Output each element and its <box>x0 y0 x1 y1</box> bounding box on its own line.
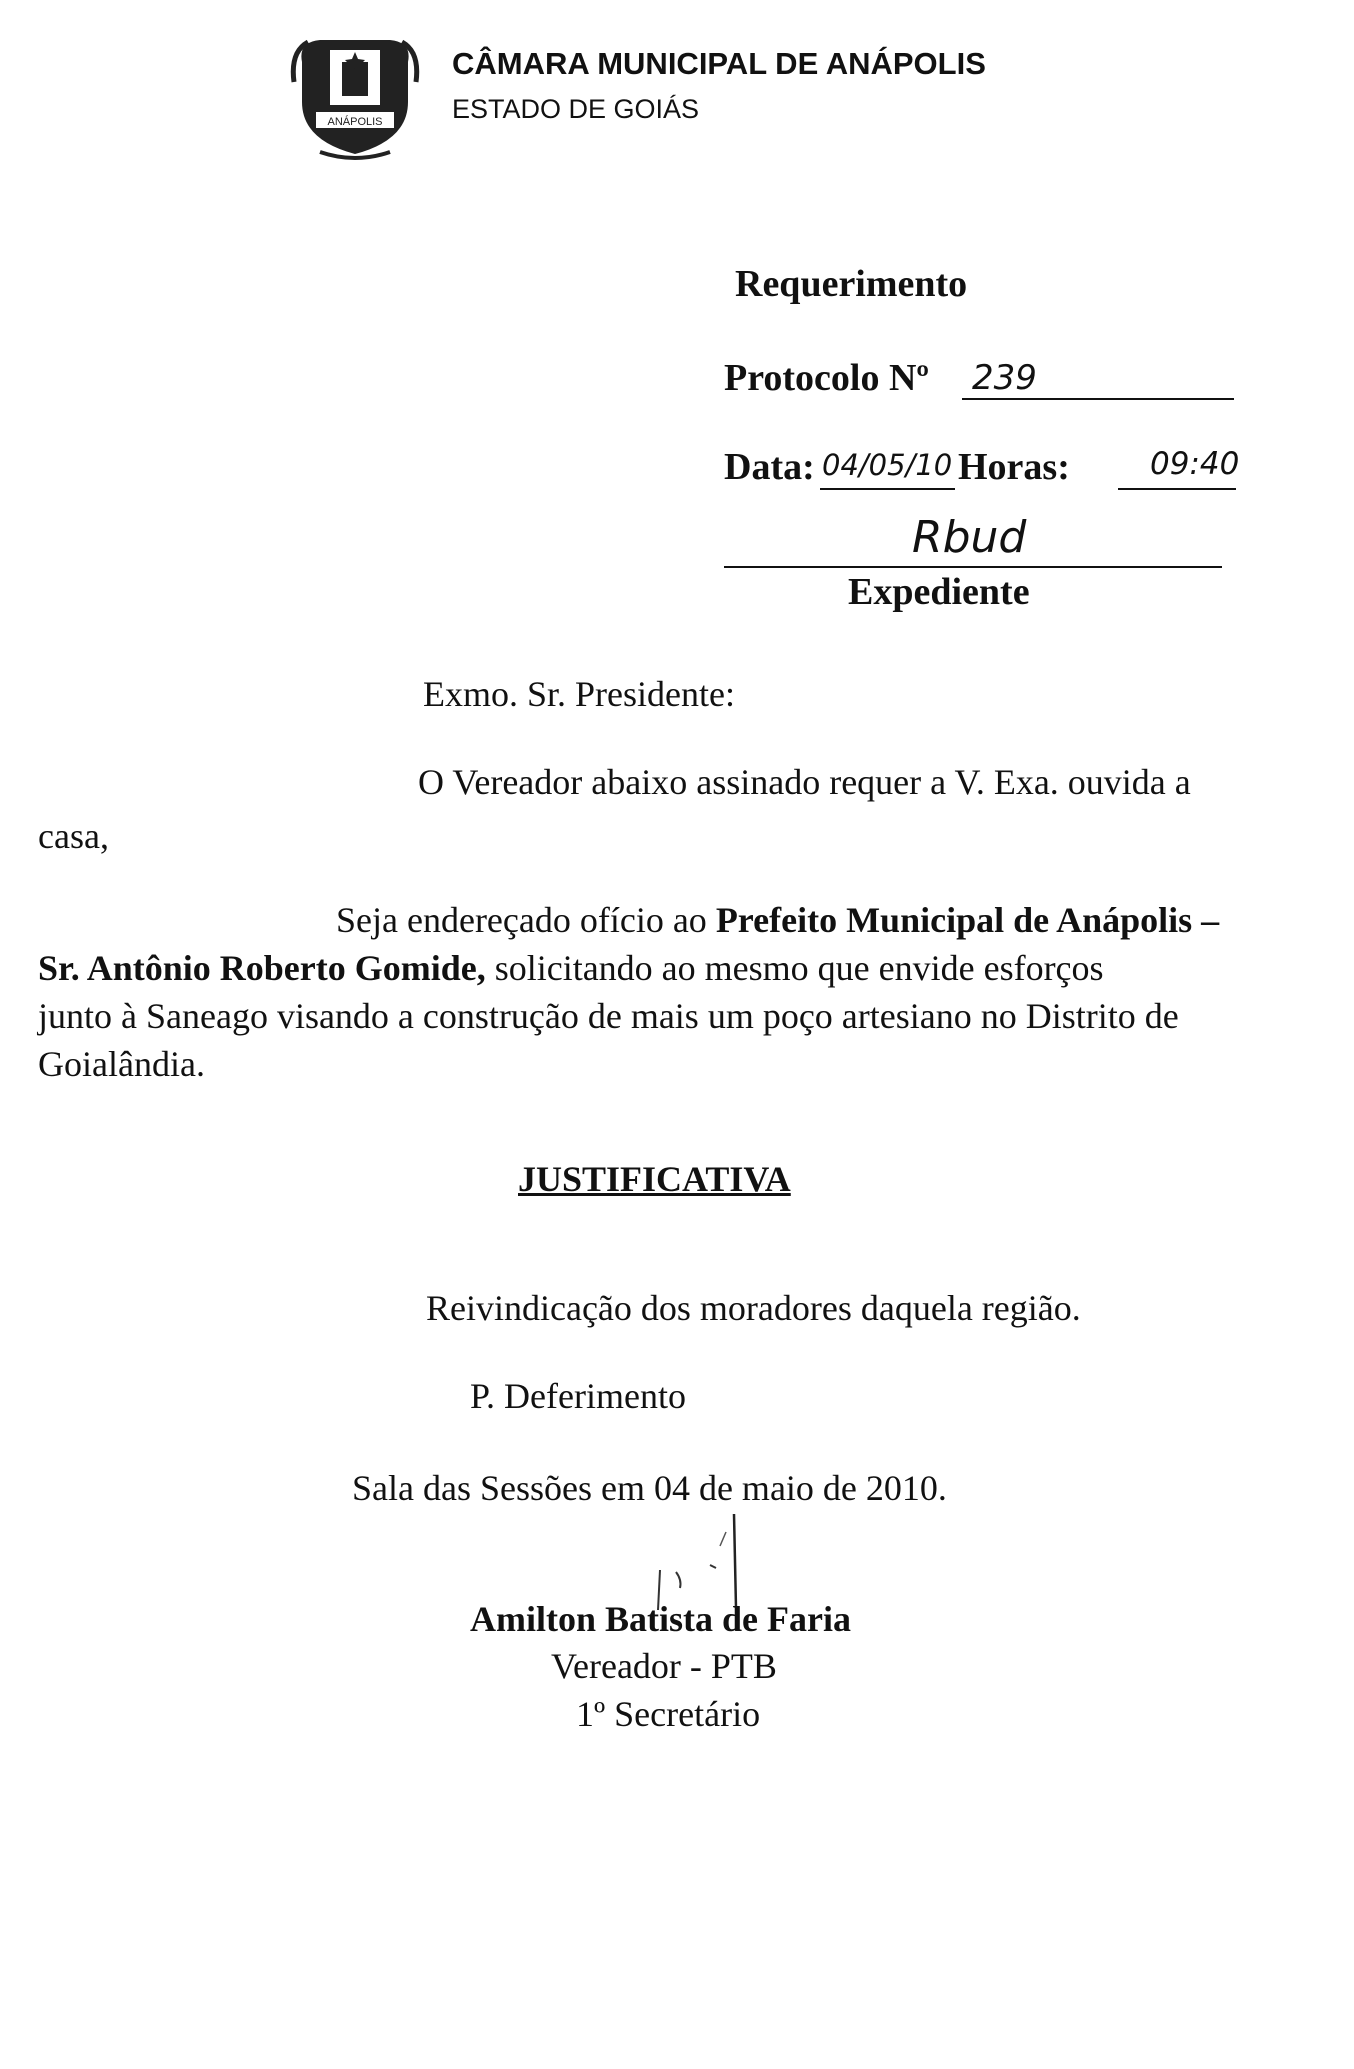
protocolo-label: Protocolo Nº <box>724 357 929 399</box>
crest-text: ANÁPOLIS <box>327 116 383 128</box>
signatory-role: Vereador - PTB <box>551 1646 777 1686</box>
request-text-d: solicitando ao mesmo que envide esforços <box>485 948 1104 988</box>
crest-logo <box>290 22 420 162</box>
expediente-line <box>724 566 1222 568</box>
stamp-title: Requerimento <box>735 263 968 305</box>
intro-line1: O Vereador abaixo assinado requer a V. Exa. ouvida a <box>418 762 1191 802</box>
state-name: ESTADO DE GOIÁS <box>452 94 700 124</box>
protocolo-value: 239 <box>972 358 1037 398</box>
intro-line2: casa, <box>38 816 109 856</box>
horas-underline <box>1118 488 1236 490</box>
data-label: Data: <box>724 446 815 488</box>
request-recipient: Prefeito Municipal de Anápolis – <box>715 900 1220 940</box>
deferimento: P. Deferimento <box>470 1376 686 1416</box>
place-date: Sala das Sessões em 04 de maio de 2010. <box>352 1468 947 1508</box>
request-line3: junto à Saneago visando a construção de mais um poço artesiano no Distrito de <box>38 996 1179 1036</box>
horas-label: Horas: <box>958 446 1070 488</box>
justificativa-text: Reivindicação dos moradores daquela região. <box>426 1288 1081 1328</box>
expediente-label: Expediente <box>848 571 1030 613</box>
protocolo-underline <box>962 398 1234 400</box>
data-underline <box>820 488 955 490</box>
request-text-a: Seja endereçado ofício ao <box>336 900 716 940</box>
rubrica: Rbud <box>912 512 1027 563</box>
request-line1 <box>336 896 1219 944</box>
request-line4: Goialândia. <box>38 1044 205 1084</box>
request-line2 <box>38 944 1300 992</box>
request-mayor-name: Sr. Antônio Roberto Gomide, <box>38 948 486 988</box>
data-value: 04/05/10 <box>822 448 953 482</box>
salutation: Exmo. Sr. Presidente: <box>423 674 735 714</box>
horas-value: 09:40 <box>1150 446 1240 482</box>
signatory-office: 1º Secretário <box>576 1694 761 1734</box>
org-name: CÂMARA MUNICIPAL DE ANÁPOLIS <box>452 46 986 81</box>
justificativa-title: JUSTIFICATIVA <box>518 1159 791 1199</box>
signatory-name: Amilton Batista de Faria <box>470 1599 851 1639</box>
